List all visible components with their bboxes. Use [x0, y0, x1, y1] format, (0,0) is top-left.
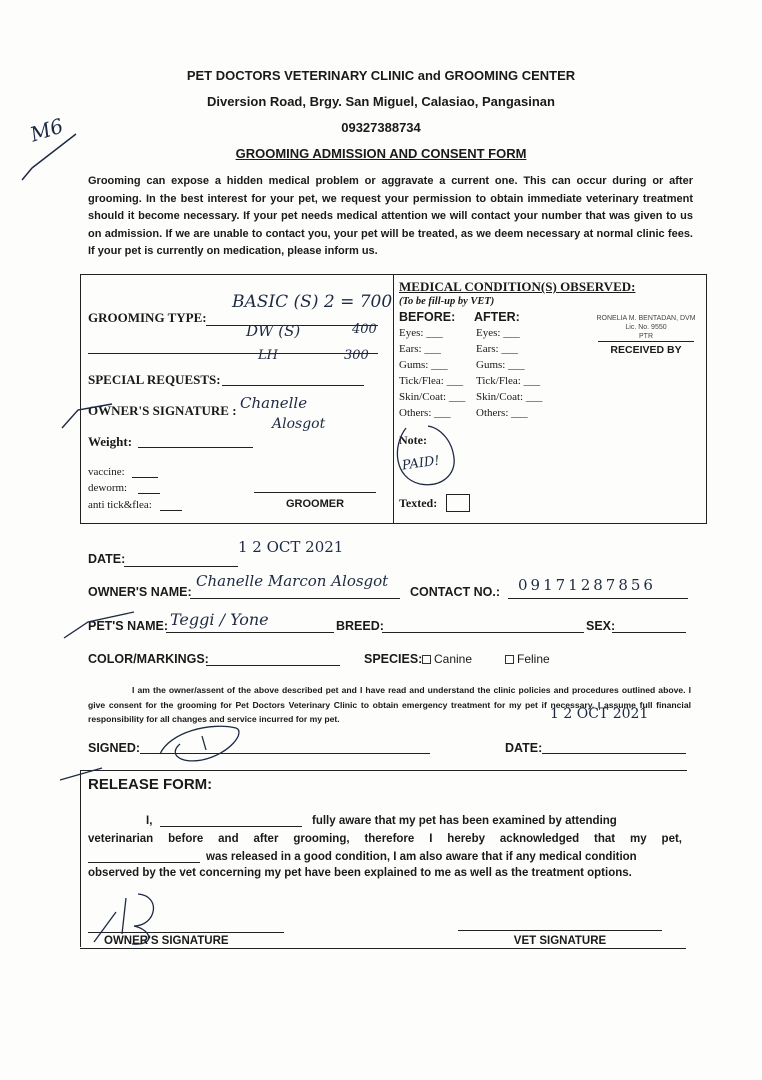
release-line-3: was released in a good condition, I am also aware that if any medical condition	[206, 851, 637, 863]
before-eyes[interactable]: Eyes: ___	[399, 327, 443, 339]
signature-stroke-icon	[58, 400, 118, 432]
after-gums[interactable]: Gums: ___	[476, 359, 525, 371]
owner-name-label: OWNER'S NAME:	[88, 585, 192, 599]
owner-name-value: Chanelle Marcon Alosgot	[196, 572, 389, 590]
after-others[interactable]: Others: ___	[476, 407, 528, 419]
after-checklist	[476, 327, 542, 423]
special-requests-label: SPECIAL REQUESTS:	[88, 372, 221, 387]
after-tick-flea[interactable]: Tick/Flea: ___	[476, 375, 541, 387]
color-markings-line[interactable]	[206, 665, 340, 666]
before-skin-coat[interactable]: Skin/Coat: ___	[399, 391, 466, 403]
breed-line[interactable]	[382, 632, 584, 633]
release-line-1: fully aware that my pet has been examined by attending	[312, 815, 617, 827]
owner-name-line[interactable]	[190, 598, 400, 599]
date-label: DATE:	[88, 552, 126, 566]
clinic-phone: 09327388734	[341, 120, 421, 135]
before-tick-flea[interactable]: Tick/Flea: ___	[399, 375, 464, 387]
owner-signature-label: OWNER'S SIGNATURE :	[88, 403, 237, 418]
deworm-label: deworm:	[88, 482, 128, 494]
contact-value: 09171287856	[518, 576, 656, 594]
vet-stamp	[590, 314, 702, 341]
before-checklist	[399, 327, 465, 423]
grooming-type-line-2[interactable]	[88, 353, 378, 354]
canine-checkbox[interactable]	[422, 655, 431, 664]
signed-label: SIGNED:	[88, 741, 141, 755]
deworm-line[interactable]	[138, 493, 160, 494]
release-pet-line[interactable]	[88, 862, 200, 863]
signature-scribble-icon	[150, 714, 250, 774]
weight-line[interactable]	[138, 447, 253, 448]
consent-date-line[interactable]	[542, 753, 686, 754]
weight-label: Weight:	[88, 434, 133, 449]
form-title: GROOMING ADMISSION AND CONSENT FORM	[235, 146, 527, 161]
before-others[interactable]: Others: ___	[399, 407, 451, 419]
stamp-ptr: PTR	[639, 333, 653, 340]
grooming-type-price-2: 400	[352, 322, 377, 337]
anti-tick-label: anti tick&flea:	[88, 499, 152, 511]
groomer-signature-line[interactable]	[254, 492, 376, 493]
breed-label: BREED:	[336, 619, 384, 633]
after-skin-coat[interactable]: Skin/Coat: ___	[476, 391, 543, 403]
medical-subtitle: (To be fill-up by VET)	[399, 296, 495, 307]
contact-label: CONTACT NO.:	[410, 585, 501, 599]
after-ears[interactable]: Ears: ___	[476, 343, 518, 355]
consent-date-label: DATE:	[505, 741, 543, 755]
stamp-name: RONELIA M. BENTADAN, DVM	[596, 315, 696, 322]
release-line-2: veterinarian before and after grooming, therefore I hereby acknowledged that my pet,	[88, 833, 682, 845]
species-feline-option[interactable]	[505, 652, 550, 666]
note-label: Note:	[399, 433, 427, 447]
feline-label: Feline	[517, 652, 550, 666]
release-title: RELEASE FORM:	[88, 776, 213, 793]
grooming-type-label: GROOMING TYPE:	[88, 310, 207, 325]
pet-name-stroke-icon	[58, 606, 138, 642]
paid-circle-icon	[390, 418, 470, 492]
paid-note: PAID!	[401, 453, 441, 474]
after-eyes[interactable]: Eyes: ___	[476, 327, 520, 339]
color-markings-label: COLOR/MARKINGS:	[88, 652, 209, 666]
release-line-4: observed by the vet concerning my pet have been explained to me as well as the treatment options.	[88, 867, 632, 879]
before-label: BEFORE:	[399, 310, 456, 324]
anti-tick-line[interactable]	[160, 510, 182, 511]
feline-checkbox[interactable]	[505, 655, 514, 664]
release-i-label: I,	[146, 815, 153, 827]
after-label: AFTER:	[474, 310, 520, 324]
grooming-type-value-1: BASIC (S) 2 = 700	[232, 292, 393, 312]
clinic-address: Diversion Road, Brgy. San Miguel, Calasiao, Pangasinan	[207, 94, 555, 109]
vaccine-line[interactable]	[132, 477, 158, 478]
pet-name-line[interactable]	[166, 632, 334, 633]
before-ears[interactable]: Ears: ___	[399, 343, 441, 355]
clinic-name: PET DOCTORS VETERINARY CLINIC and GROOMING CENTER	[186, 68, 576, 83]
release-bottom-line	[80, 948, 686, 949]
owner-signature-release-label: OWNER'S SIGNATURE	[104, 935, 229, 947]
medical-title: MEDICAL CONDITION(S) OBSERVED:	[399, 279, 636, 294]
handwritten-mark: M6	[27, 113, 67, 147]
pet-name-label: PET'S NAME:	[88, 619, 169, 633]
consent-paragraph: I am the owner/assent of the above described pet and I have read and understand the clinic policies and procedures outlined above. I give consent for the grooming for Pet Doctors Veterinary Clinic to obtain emergency treatment for my pet if necessary. I assume full financial responsibility for all changes and service incurred for my pet.	[88, 685, 691, 724]
species-label: SPECIES:	[364, 652, 423, 666]
texted-label: Texted:	[399, 496, 438, 510]
received-by-label: RECEIVED BY	[610, 344, 682, 356]
sex-label: SEX:	[586, 619, 616, 633]
owner-signature-value: Chanelle	[240, 394, 308, 412]
owner-signature-value-2: Alosgot	[272, 416, 326, 432]
texted-checkbox[interactable]	[446, 494, 470, 512]
vaccine-label: vaccine:	[88, 466, 125, 478]
date-line[interactable]	[124, 566, 238, 567]
received-by-line[interactable]	[598, 341, 694, 342]
sex-line[interactable]	[612, 632, 686, 633]
intro-paragraph: Grooming can expose a hidden medical problem or aggravate a current one. This can occur during or after grooming. In the best interest for your pet, we request your permission to obtain immediate veterinary treatment should it become necessary. If your pet needs medical attention we will contact your number that was given to us on admission. If we are unable to contact you, your pet will be treated, as we deem necessary at normal clinic fees. If your pet is currently on medication, please inform us.	[88, 175, 693, 257]
grooming-type-value-2: DW (S)	[246, 322, 301, 340]
special-requests-line[interactable]	[222, 385, 364, 386]
pet-name-value: Teggi / Yone	[170, 610, 269, 629]
stamp-license: Lic. No. 9550	[625, 324, 667, 331]
date-value: 1 2 OCT 2021	[238, 538, 344, 556]
groomer-label: GROOMER	[285, 498, 345, 510]
vet-signature-line[interactable]	[458, 930, 662, 931]
canine-label: Canine	[434, 652, 473, 666]
vet-signature-label: VET SIGNATURE	[513, 935, 607, 947]
grooming-type-value-3: LH	[258, 348, 278, 363]
grooming-type-price-3: 300	[344, 348, 369, 363]
consent-date-value: 1 2 OCT 2021	[550, 706, 649, 722]
before-gums[interactable]: Gums: ___	[399, 359, 448, 371]
contact-line[interactable]	[508, 598, 688, 599]
species-canine-option[interactable]	[422, 652, 472, 666]
release-name-line[interactable]	[160, 826, 302, 827]
